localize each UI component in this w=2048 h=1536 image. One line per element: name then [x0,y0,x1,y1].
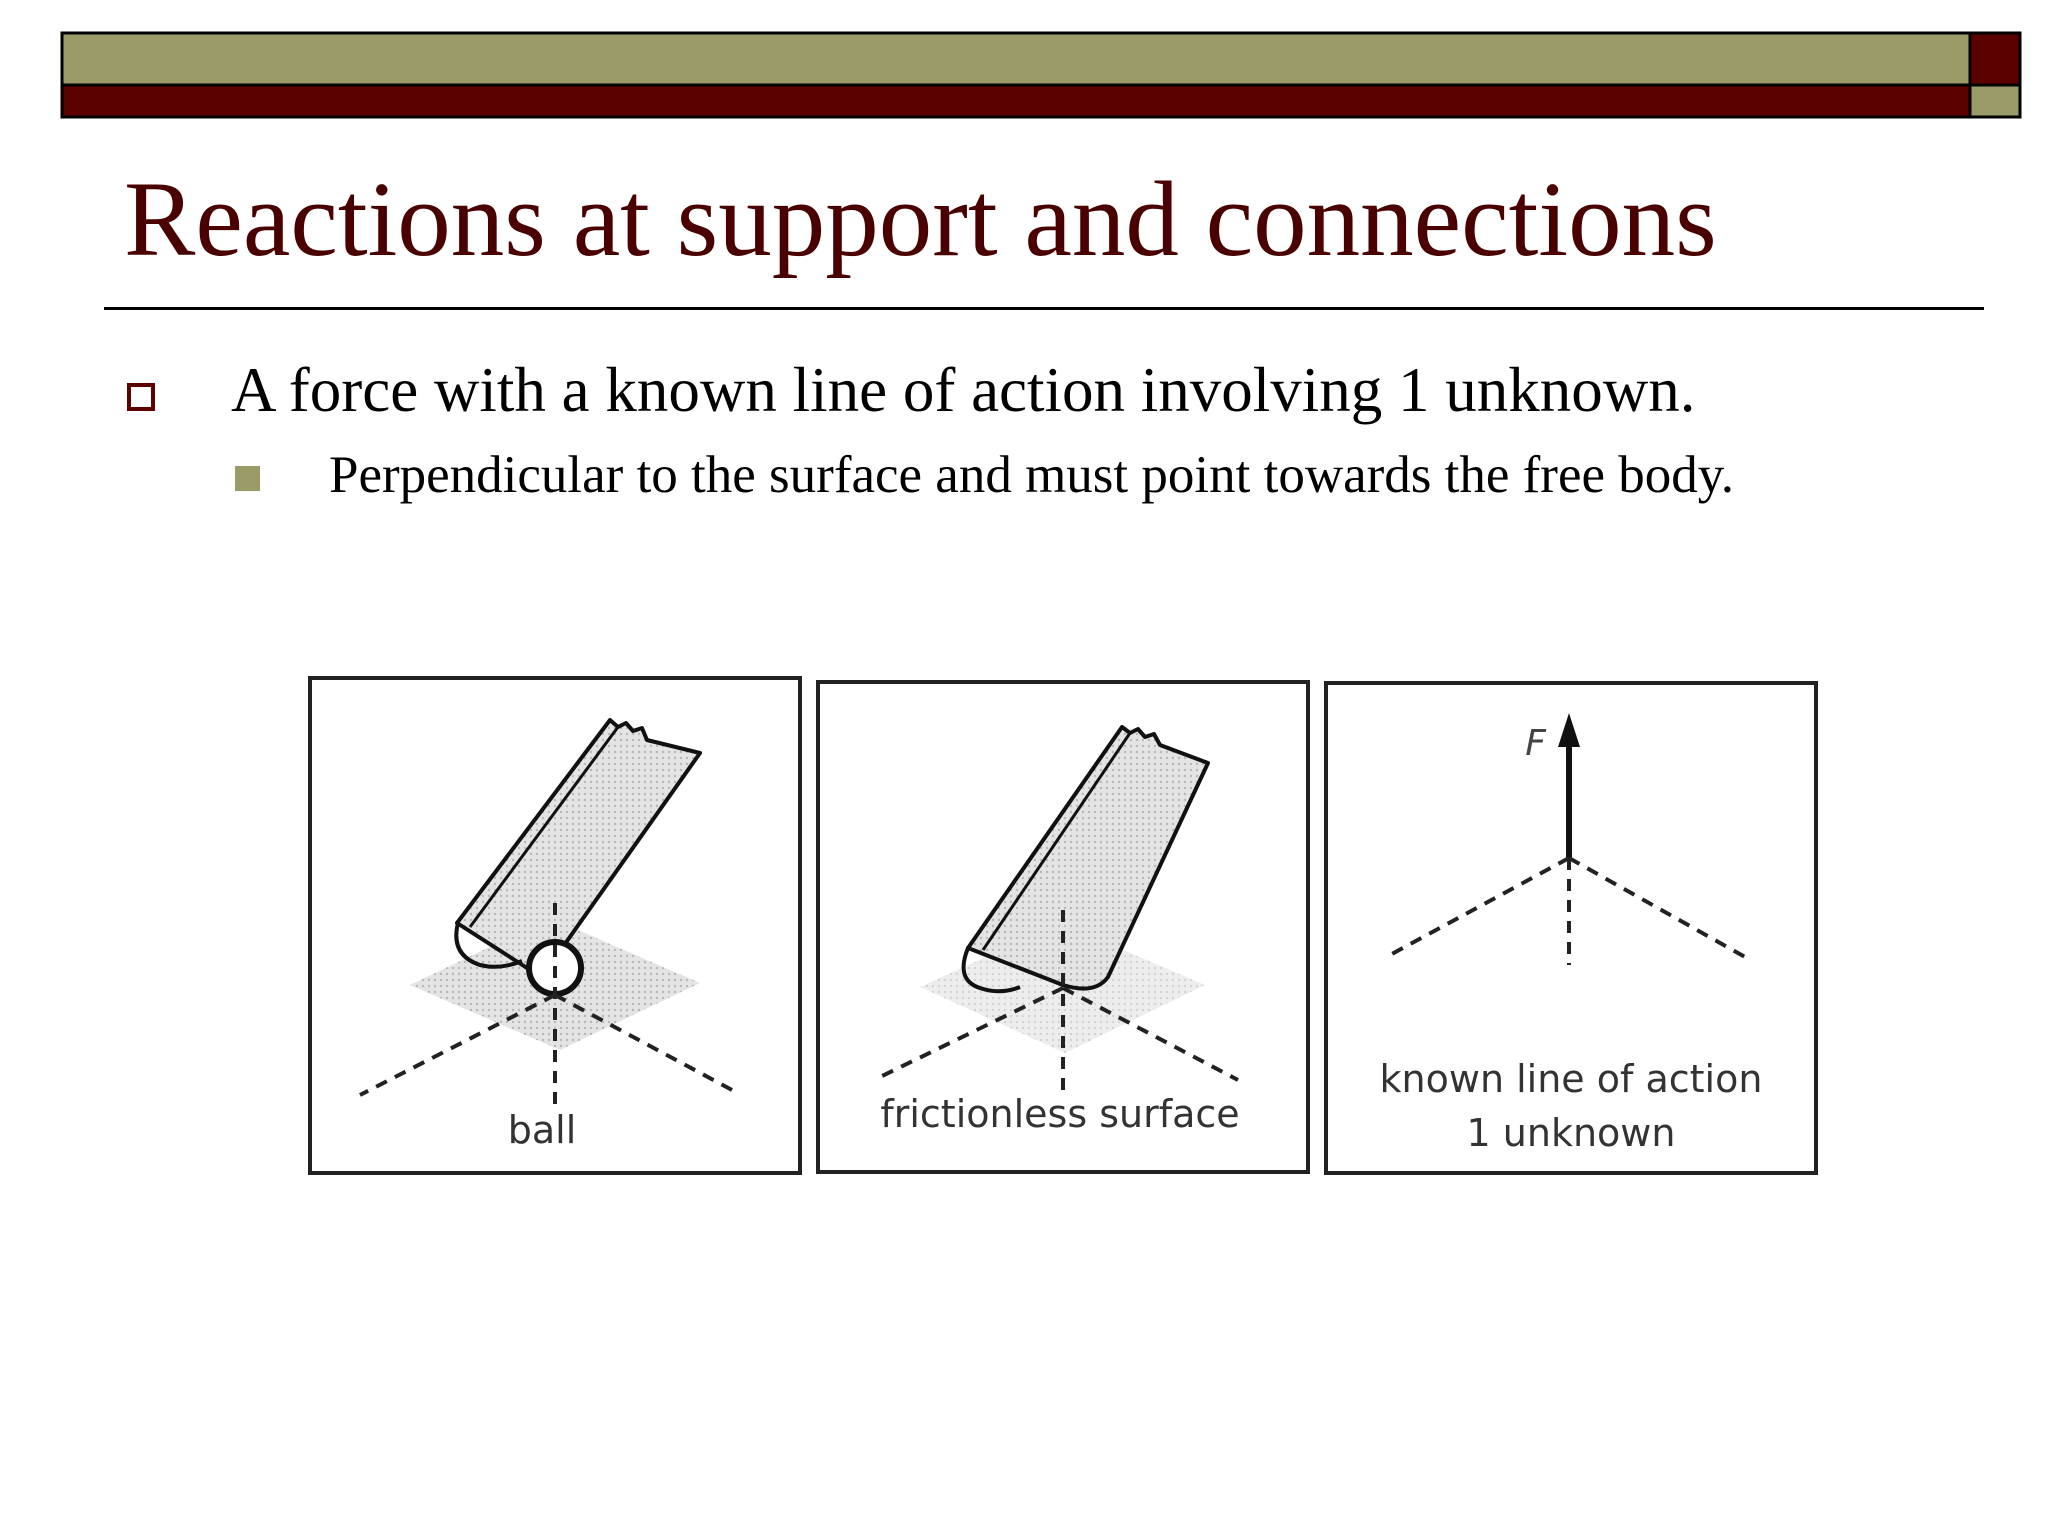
filled-square-bullet-icon [235,466,260,491]
force-label: F [1525,723,1546,764]
panel-frictionless-surface [818,682,1308,1172]
panel-line-of-action [1326,683,1816,1173]
header-olive-bar [62,33,1970,85]
sub-bullet-text: Perpendicular to the surface and must point towards the free body. [329,446,1735,504]
panel-ball [310,678,800,1173]
panel-frictionless-label: frictionless surface [880,1092,1240,1136]
header-corner-maroon [1970,33,2020,85]
header-maroon-bar [62,85,1970,117]
title-divider [104,307,1984,310]
panel-line-of-action-label-2: 1 unknown [1466,1111,1676,1155]
hollow-square-bullet-icon [127,383,155,411]
slide-title: Reactions at support and connections [124,161,1717,279]
panel-line-of-action-label-1: known line of action [1379,1057,1763,1101]
header-bars [0,0,2048,130]
support-diagram-figure [300,665,1840,1195]
header-corner-olive [1970,85,2020,117]
bullet-text: A force with a known line of action involving 1 unknown. [231,355,1696,425]
panel-ball-label: ball [507,1108,577,1152]
